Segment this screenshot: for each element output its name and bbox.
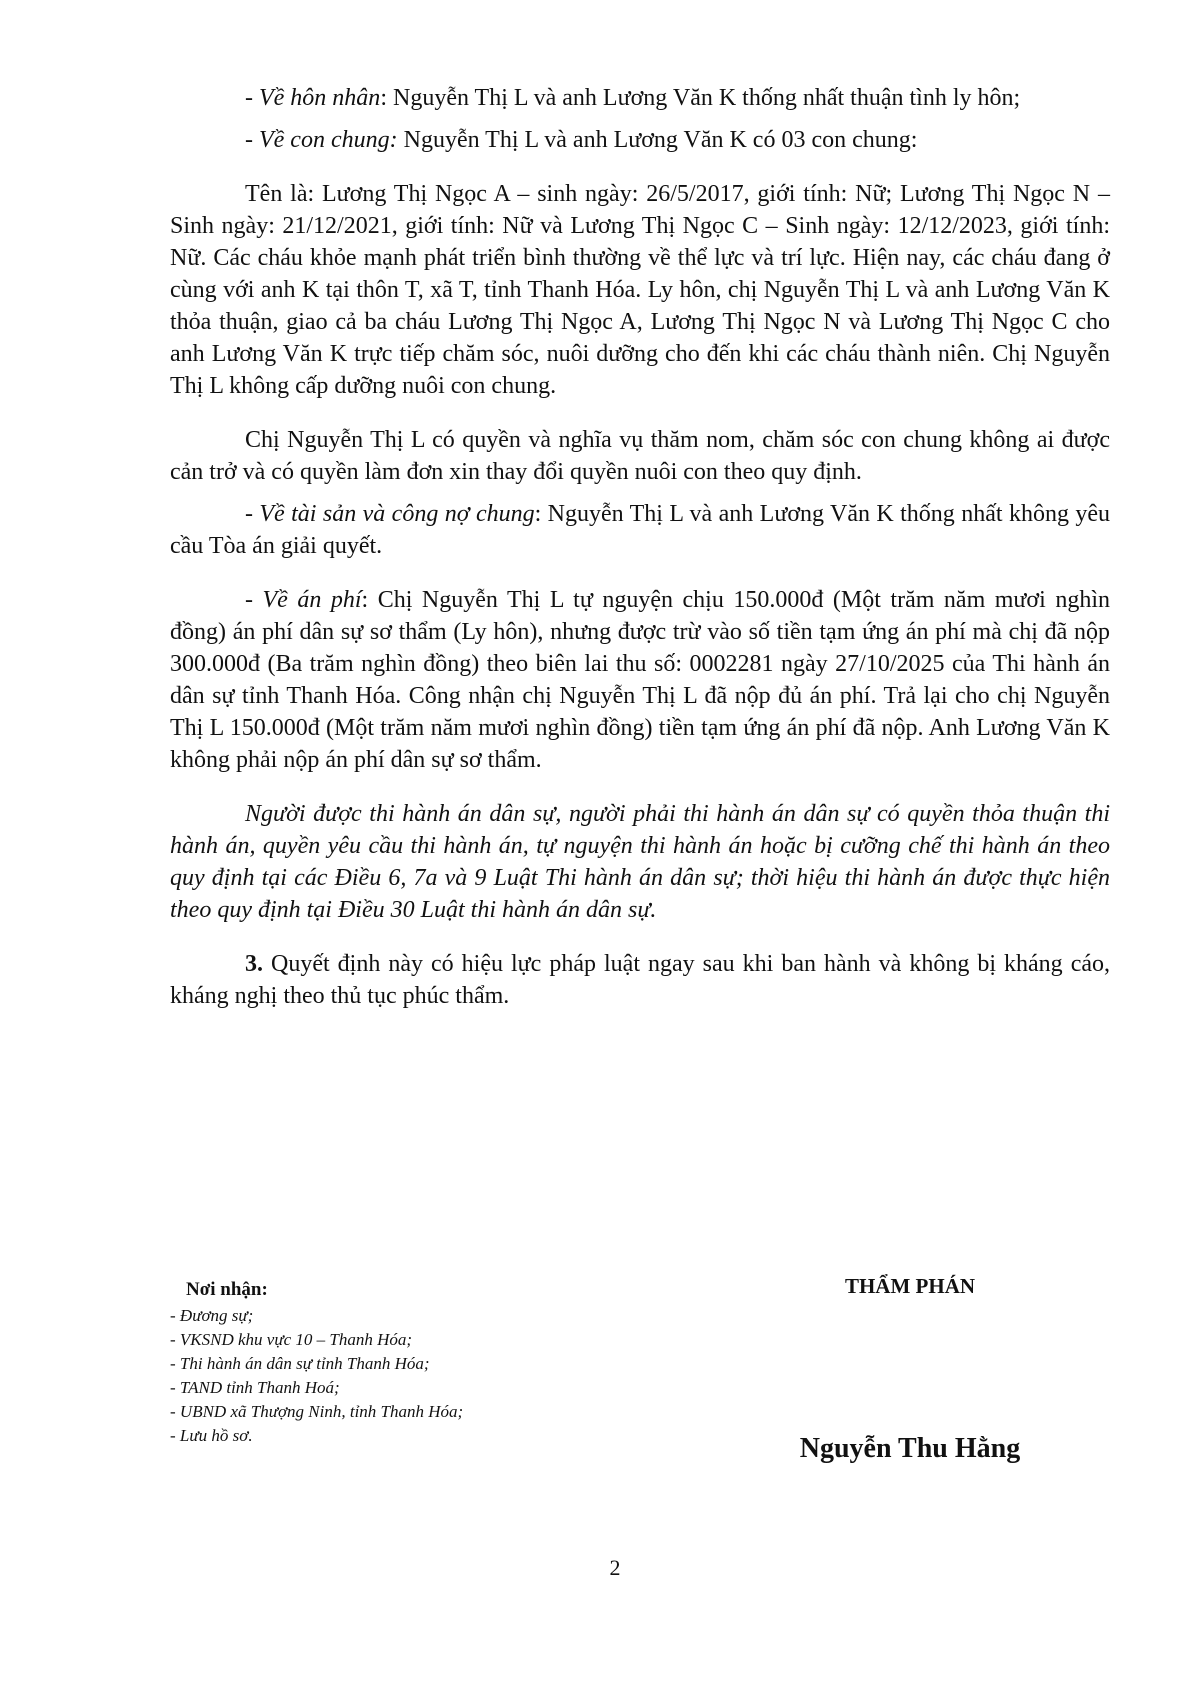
fees-label: - Về án phí	[245, 587, 362, 613]
paragraph-assets	[170, 498, 1110, 562]
recipient-item: - UBND xã Thượng Ninh, tỉnh Thanh Hóa;	[170, 1402, 464, 1421]
paragraph-enforcement: Người được thi hành án dân sự, người phải thi hành án dân sự có quyền thỏa thuận thi hành án, quyền yêu cầu thi hành án, tự nguyện thi hành án hoặc bị cưỡng chế thi hành án theo quy định tại các Điều 6, 7a và 9 Luật Thi hành án dân sự; thời hiệu thi hành án được thực hiện theo quy định tại Điều 30 Luật thi hành án dân sự.	[170, 801, 1110, 923]
page-number: 2	[609, 1555, 621, 1580]
judge-title: THẨM PHÁN	[844, 1274, 976, 1298]
assets-label: - Về tài sản và công nợ chung	[245, 501, 535, 527]
marriage-label: - Về hôn nhân	[245, 85, 381, 111]
children-text: Nguyễn Thị L và anh Lương Văn K có 03 con chung:	[397, 127, 918, 153]
recipient-item: - Thi hành án dân sự tỉnh Thanh Hóa;	[170, 1354, 430, 1373]
recipient-item: - Đương sự;	[170, 1306, 254, 1325]
paragraph-children	[170, 124, 1110, 156]
paragraph-marriage	[170, 82, 1110, 114]
effect-text: Quyết định này có hiệu lực pháp luật ngay sau khi ban hành và không bị kháng cáo, kháng nghị theo thủ tục phúc thẩm.	[170, 951, 1110, 1009]
paragraph-children-details: Tên là: Lương Thị Ngọc A – sinh ngày: 26/5/2017, giới tính: Nữ; Lương Thị Ngọc N – Sinh ngày: 21/12/2021, giới tính: Nữ và Lương Thị Ngọc C – Sinh ngày: 12/12/2023, giới tính: Nữ. Các cháu khỏe mạnh phát triển bình thường về thể lực và trí lực. Hiện nay, các cháu đang ở cùng với anh K tại thôn T, xã T, tỉnh Thanh Hóa. Ly hôn, chị Nguyễn Thị L và anh Lương Văn K thỏa thuận, giao cả ba cháu Lương Thị Ngọc A, Lương Thị Ngọc N và Lương Thị Ngọc C cho anh Lương Văn K trực tiếp chăm sóc, nuôi dưỡng cho đến khi các cháu thành niên. Chị Nguyễn Thị L không cấp dưỡng nuôi con chung.	[170, 181, 1110, 399]
marriage-text: : Nguyễn Thị L và anh Lương Văn K thống nhất thuận tình ly hôn;	[380, 85, 1021, 111]
recipients-title: Nơi nhận:	[186, 1279, 268, 1300]
recipient-item: - VKSND khu vực 10 – Thanh Hóa;	[170, 1330, 413, 1349]
assets-text: : Nguyễn Thị L và anh Lương Văn K thống nhất không yêu cầu Tòa án giải quyết.	[170, 501, 1110, 559]
paragraph-visitation: Chị Nguyễn Thị L có quyền và nghĩa vụ thăm nom, chăm sóc con chung không ai được cản trở và có quyền làm đơn xin thay đổi quyền nuôi con theo quy định.	[170, 427, 1110, 485]
judge-name: Nguyễn Thu Hằng	[799, 1433, 1021, 1464]
recipient-item: - Lưu hồ sơ.	[170, 1426, 253, 1445]
recipient-item: - TAND tỉnh Thanh Hoá;	[170, 1378, 340, 1397]
paragraph-fees	[170, 584, 1110, 776]
recipients-block	[170, 1278, 690, 1448]
children-label: - Về con chung:	[245, 127, 398, 153]
effect-number: 3.	[245, 951, 263, 977]
fees-text: : Chị Nguyễn Thị L tự nguyện chịu 150.000đ (Một trăm năm mươi nghìn đồng) án phí dân sự sơ thẩm (Ly hôn), nhưng được trừ vào số tiền tạm ứng án phí mà chị đã nộp 300.000đ (Ba trăm nghìn đồng) theo biên lai thu số: 0002281 ngày 27/10/2025 của Thi hành án dân sự tỉnh Thanh Hóa. Công nhận chị Nguyễn Thị L đã nộp đủ án phí. Trả lại cho chị Nguyễn Thị L 150.000đ (Một trăm năm mươi nghìn đồng) tiền tạm ứng án phí đã nộp. Anh Lương Văn K không phải nộp án phí dân sự sơ thẩm.	[170, 587, 1110, 773]
document-body	[170, 82, 1110, 1026]
paragraph-effect	[170, 948, 1110, 1012]
